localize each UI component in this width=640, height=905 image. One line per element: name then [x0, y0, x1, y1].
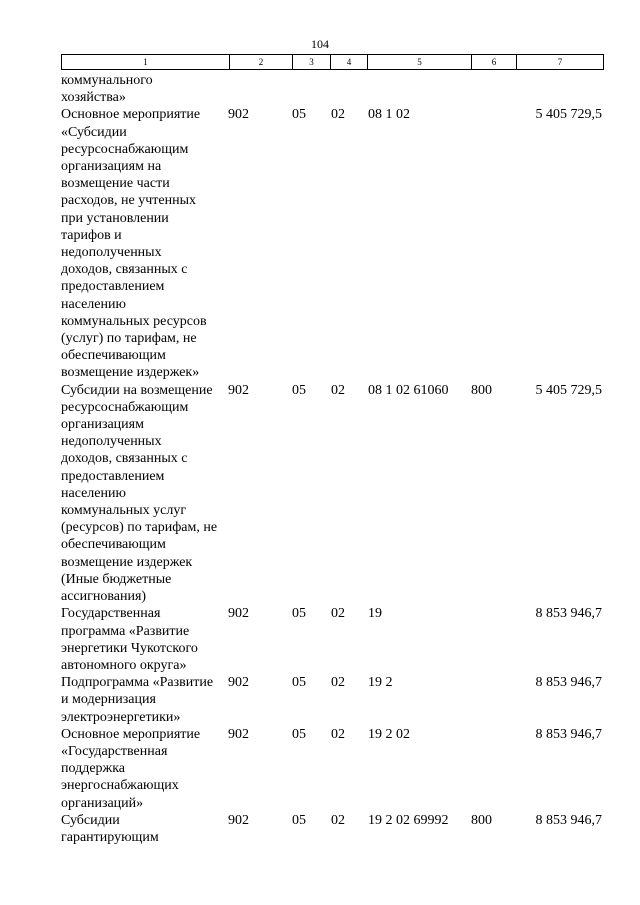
header-col-7: 7: [517, 55, 604, 70]
header-col-3: 3: [293, 55, 331, 70]
ministry-code: 902: [228, 812, 249, 828]
item-name: [61, 382, 229, 606]
item-name-line: Подпрограмма «Развитие: [61, 675, 214, 691]
item-name-line: и модернизация: [61, 692, 156, 708]
header-col-2: 2: [230, 55, 293, 70]
item-name-line: организациям на: [61, 159, 162, 175]
item-name-line: Государственная: [61, 606, 161, 622]
item-name: [61, 674, 229, 726]
subsection-code: 02: [331, 675, 345, 691]
item-name-line: Субсидии на возмещение: [61, 382, 213, 398]
header-col-6: 6: [472, 55, 517, 70]
item-name-line: гарантирующим: [61, 829, 159, 845]
budget-table-body: [61, 72, 621, 846]
item-name-line: населению: [61, 296, 126, 312]
item-name-line: коммунальных ресурсов: [61, 313, 207, 329]
item-name: [61, 812, 229, 846]
item-name-line: электроэнергетики»: [61, 709, 181, 725]
page-number: 104: [311, 37, 329, 51]
item-name-line: недополученных: [61, 245, 162, 261]
item-name-line: ассигнования): [61, 589, 147, 605]
item-name: [61, 106, 229, 381]
item-name-line: доходов, связанных с: [61, 451, 188, 467]
amount: 8 853 946,7: [535, 726, 602, 742]
table-row: [61, 812, 621, 846]
item-name-line: Основное мероприятие: [61, 726, 201, 742]
item-name-line: возмещение части: [61, 176, 170, 192]
table-row: [61, 72, 621, 106]
item-name-line: ресурсоснабжающим: [61, 141, 189, 157]
item-name-line: возмещение издержек»: [61, 365, 200, 381]
ministry-code: 902: [228, 726, 249, 742]
section-code: 05: [292, 382, 306, 398]
item-name-line: коммунального: [61, 73, 153, 88]
expense-type-code: 800: [471, 382, 492, 398]
table-row: [61, 106, 621, 381]
item-name-line: при установлении: [61, 210, 169, 226]
section-code: 05: [292, 726, 306, 742]
amount: 5 405 729,5: [535, 107, 602, 123]
target-article-code: 19 2 02: [368, 726, 410, 742]
subsection-code: 02: [331, 726, 345, 742]
item-name-line: организациям: [61, 417, 144, 433]
column-number-header: [61, 54, 604, 70]
section-code: 05: [292, 812, 306, 828]
item-name-line: (ресурсов) по тарифам, не: [61, 520, 218, 536]
ministry-code: 902: [228, 107, 249, 123]
expense-type-code: 800: [471, 812, 492, 828]
amount: 8 853 946,7: [535, 675, 602, 691]
item-name-line: ресурсоснабжающим: [61, 399, 189, 415]
amount: 8 853 946,7: [535, 606, 602, 622]
item-name-line: предоставлением: [61, 468, 165, 484]
item-name-line: Основное мероприятие: [61, 107, 201, 123]
table-row: [61, 605, 621, 674]
target-article-code: 08 1 02: [368, 107, 410, 123]
item-name-line: энергоснабжающих: [61, 778, 179, 794]
header-col-1: 1: [62, 55, 230, 70]
item-name-line: поддержка: [61, 761, 126, 777]
target-article-code: 19: [368, 606, 382, 622]
ministry-code: 902: [228, 675, 249, 691]
item-name-line: недополученных: [61, 434, 162, 450]
ministry-code: 902: [228, 606, 249, 622]
section-code: 05: [292, 675, 306, 691]
target-article-code: 08 1 02 61060: [368, 382, 449, 398]
section-code: 05: [292, 606, 306, 622]
item-name-line: предоставлением: [61, 279, 165, 295]
target-article-code: 19 2 02 69992: [368, 812, 449, 828]
item-name-line: энергетики Чукотского: [61, 640, 198, 656]
item-name-line: программа «Развитие: [61, 623, 190, 639]
target-article-code: 19 2: [368, 675, 393, 691]
table-row: [61, 382, 621, 606]
item-name: [61, 726, 229, 812]
item-name-line: «Субсидии: [61, 124, 127, 140]
item-name-line: возмещение издержек: [61, 554, 193, 570]
item-name-line: организаций»: [61, 795, 144, 811]
item-name-line: Субсидии: [61, 812, 120, 828]
item-name-line: доходов, связанных с: [61, 262, 188, 278]
item-name-line: (Иные бюджетные: [61, 571, 172, 587]
item-name-line: населению: [61, 485, 126, 501]
amount: 8 853 946,7: [535, 812, 602, 828]
subsection-code: 02: [331, 382, 345, 398]
header-col-5: 5: [368, 55, 472, 70]
item-name-line: «Государственная: [61, 743, 168, 759]
amount: 5 405 729,5: [535, 382, 602, 398]
table-row: [61, 674, 621, 726]
subsection-code: 02: [331, 812, 345, 828]
item-name-line: расходов, не учтенных: [61, 193, 197, 209]
item-name-line: обеспечивающим: [61, 348, 166, 364]
ministry-code: 902: [228, 382, 249, 398]
header-col-4: 4: [331, 55, 368, 70]
item-name-line: хозяйства»: [61, 90, 126, 106]
subsection-code: 02: [331, 107, 345, 123]
item-name: [61, 72, 229, 106]
item-name-line: автономного округа»: [61, 657, 187, 673]
item-name-line: (услуг) по тарифам, не: [61, 331, 197, 347]
section-code: 05: [292, 107, 306, 123]
item-name-line: обеспечивающим: [61, 537, 166, 553]
table-row: [61, 726, 621, 812]
subsection-code: 02: [331, 606, 345, 622]
item-name: [61, 605, 229, 674]
item-name-line: тарифов и: [61, 227, 122, 243]
item-name-line: коммунальных услуг: [61, 503, 187, 519]
